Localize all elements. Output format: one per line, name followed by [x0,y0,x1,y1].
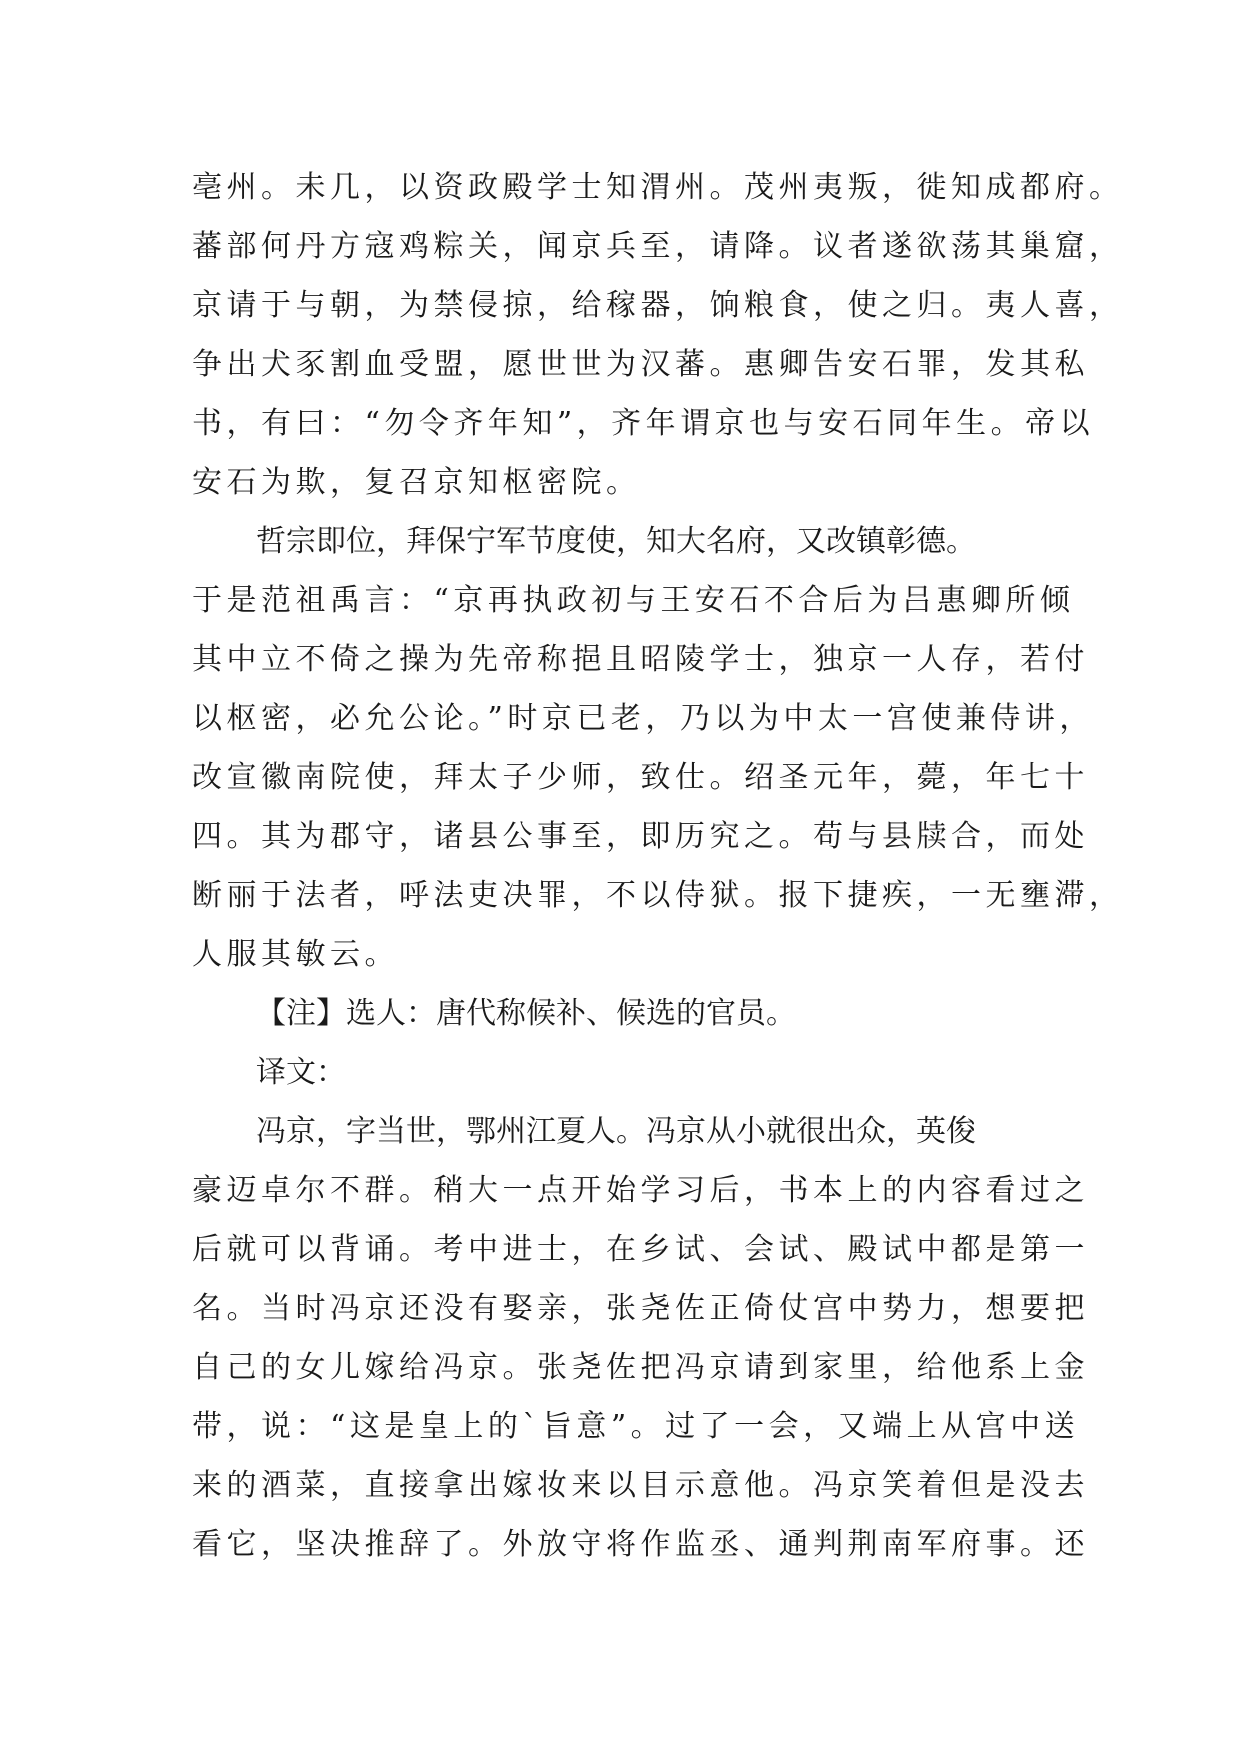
text-line: 四。其为郡守，诸县公事至，即历究之。苟与县牍合，而处 [192,819,1089,854]
paragraph-first-line: 【注】选人：唐代称候补、候选的官员。 [256,996,796,1031]
paragraph-first-line: 哲宗即位，拜保宁军节度使，知大名府，又改镇彰德。 [256,524,976,559]
text-line: 看它，坚决推辞了。外放守将作监丞、通判荆南军府事。还 [192,1527,1089,1562]
text-line: 其中立不倚之操为先帝称挹且昭陵学士，独京一人存，若付 [192,642,1089,677]
text-line: 人服其敏云。 [192,937,399,972]
text-line: 名。当时冯京还没有娶亲，张尧佐正倚仗宫中势力，想要把 [192,1291,1089,1326]
text-line: 以枢密，必允公论。”时京已老，乃以为中太一宫使兼侍讲， [192,701,1094,736]
text-line: 来的酒菜，直接拿出嫁妆来以目示意他。冯京笑着但是没去 [192,1468,1089,1503]
text-line: 安石为欺，复召京知枢密院。 [192,465,641,500]
text-line: 自己的女儿嫁给冯京。张尧佐把冯京请到家里，给他系上金 [192,1350,1089,1385]
paragraph-first-line: 译文： [256,1055,346,1090]
text-line: 京请于与朝，为禁侵掠，给稼器，饷粮食，使之归。夷人喜， [192,288,1124,323]
text-line: 于是范祖禹言：“京再执政初与王安石不合后为吕惠卿所倾 [192,583,1075,618]
text-line: 蕃部何丹方寇鸡粽关，闻京兵至，请降。议者遂欲荡其巢窟， [192,229,1124,264]
paragraph-first-line: 冯京，字当世，鄂州江夏人。冯京从小就很出众，英俊 [256,1114,976,1149]
body-text [192,158,1124,1574]
text-line: 后就可以背诵。考中进士，在乡试、会试、殿试中都是第一 [192,1232,1089,1267]
text-line: 带，说：“这是皇上的`旨意”。过了一会，又端上从宫中送 [192,1409,1080,1444]
text-line: 书，有曰：“勿令齐年知”，齐年谓京也与安石同年生。帝以 [192,406,1095,441]
text-line: 改宣徽南院使，拜太子少师，致仕。绍圣元年，薨，年七十 [192,760,1089,795]
text-line: 亳州。未几，以资政殿学士知渭州。茂州夷叛，徙知成都府。 [192,170,1124,205]
text-line: 断丽于法者，呼法吏决罪，不以侍狱。报下捷疾，一无壅滞， [192,878,1124,913]
text-line: 争出犬豕割血受盟，愿世世为汉蕃。惠卿告安石罪，发其私 [192,347,1089,382]
text-line: 豪迈卓尔不群。稍大一点开始学习后，书本上的内容看过之 [192,1173,1089,1208]
